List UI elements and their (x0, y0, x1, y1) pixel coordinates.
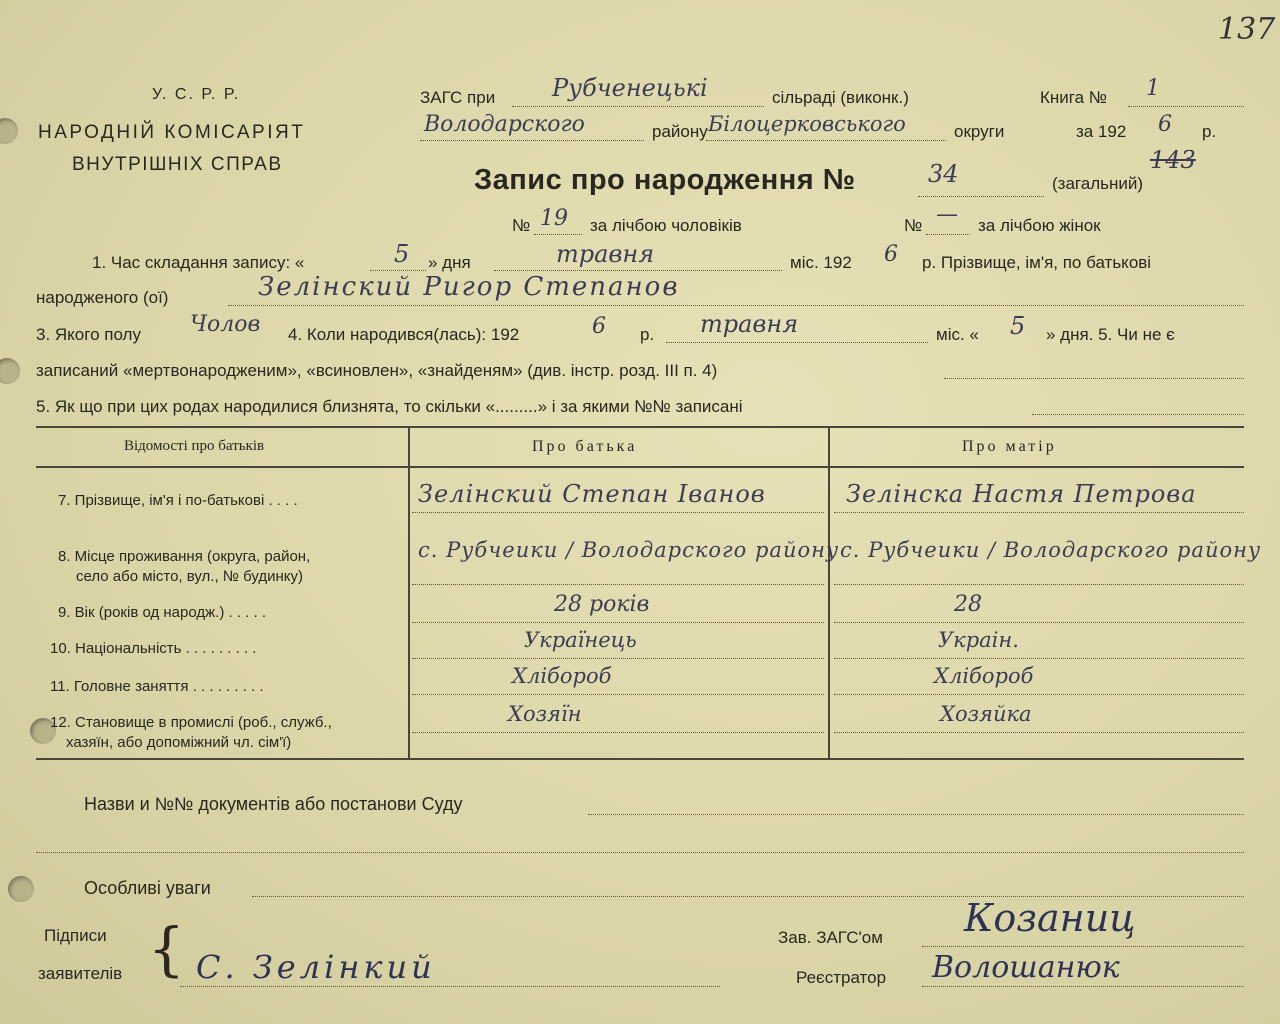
item3-sex: Чолов (190, 312, 261, 337)
zags-prefix: ЗАГС при (420, 88, 496, 107)
book-number: 1 (1146, 76, 1160, 101)
row12-line-mother (834, 732, 1244, 733)
row7-line-father (412, 512, 824, 513)
extra-number: 143 (1150, 146, 1196, 174)
binder-hole-bottom (8, 876, 34, 902)
female-count-value: — (936, 202, 958, 227)
table-header-info: Відомості про батьків (124, 438, 265, 454)
item4-month: травня (700, 310, 799, 338)
okrug-label: округи (954, 122, 1005, 141)
table-top-rule (36, 426, 1244, 428)
record-general-label: (загальний) (1052, 174, 1144, 193)
row7-line-mother (834, 512, 1244, 513)
signatures-label-1: Підписи (44, 926, 107, 945)
row12-label-1: 12. Становище в промислі (роб., служб., (50, 714, 332, 731)
row11-label: 11. Головне заняття . . . . . . . . . (50, 678, 264, 695)
table-col-divider-1 (408, 426, 410, 758)
female-count-label: за лічбою жінок (978, 216, 1101, 235)
binder-hole-middle (0, 358, 20, 384)
row11-mother: Хлібороб (934, 664, 1034, 688)
row11-father: Хлібороб (512, 664, 612, 688)
ussr-label: У. С. Р. Р. (152, 86, 241, 103)
female-count-line (926, 234, 970, 235)
item1-day-suffix: » дня (428, 253, 471, 272)
table-header-mother: Про матір (962, 438, 1057, 455)
applicant-sig-line (180, 986, 720, 987)
item1-month: травня (556, 240, 655, 268)
row10-line-mother (834, 658, 1244, 659)
row11-line-father (412, 694, 824, 695)
male-count-line (534, 234, 582, 235)
row7-mother: Зелінска Настя Петрова (846, 480, 1197, 508)
head-sig-line (922, 946, 1244, 947)
row9-line-father (412, 622, 824, 623)
item3-label: 3. Якого полу (36, 325, 141, 344)
item2-name-line (228, 305, 1244, 306)
row7-father: Зелінский Степан Іванов (418, 480, 766, 508)
male-count-label: за лічбою чоловіків (590, 216, 742, 235)
row8-label-2: село або місто, вул., № будинку) (76, 568, 303, 585)
record-number: 34 (928, 160, 959, 188)
commissariat-line1: НАРОДНІЙ КОМІСАРІЯТ (38, 122, 306, 143)
row8-line-mother (834, 584, 1244, 585)
item4-year-suffix: р. (640, 325, 655, 344)
documents-line-2 (36, 852, 1244, 853)
commissariat-line2: ВНУТРІШНІХ СПРАВ (72, 154, 283, 175)
item1-year-label: міс. 192 (790, 253, 852, 272)
male-count-prefix: № (512, 216, 531, 235)
row9-line-mother (834, 622, 1244, 623)
notes-label: Особливі уваги (84, 878, 211, 898)
okrug-value: Білоцерковського (708, 112, 906, 136)
row8-father: с. Рубчеики / Володарского району (418, 538, 840, 562)
item4-month-line (666, 342, 928, 343)
district-line (420, 140, 644, 141)
item4-day: 5 (1010, 312, 1026, 340)
signatures-brace: { (148, 915, 185, 983)
item4-month-label: міс. « (936, 325, 979, 344)
row12-line-father (412, 732, 824, 733)
corner-number: 137 (1218, 12, 1276, 47)
row12-mother: Хозяйка (940, 702, 1032, 726)
row10-mother: Украін. (938, 628, 1019, 652)
registrar-sig-line (922, 986, 1244, 987)
item1-year: 6 (884, 242, 898, 267)
documents-line (588, 814, 1244, 815)
item-twins: 5. Як що при цих родах народилися близнята, то скільки «.........» і за якими №№ записані (36, 397, 743, 416)
year-value: 6 (1158, 112, 1172, 137)
item4-label: 4. Коли народився(лась): 192 (288, 325, 520, 344)
year-prefix: за 192 (1076, 122, 1127, 141)
item-stillborn: записаний «мертвонародженим», «всиновлен», «знайденям» (див. інстр. розд. III п. 4) (36, 361, 718, 380)
row8-label-1: 8. Місце проживання (округа, район, (58, 548, 311, 565)
row9-father: 28 років (554, 592, 650, 617)
district-label: району (652, 122, 708, 141)
signatures-label-2: заявителів (38, 964, 123, 983)
item5-label: » дня. 5. Чи не є (1046, 325, 1175, 344)
female-count-prefix: № (904, 216, 923, 235)
row8-line-father (412, 584, 824, 585)
item-stillborn-line (944, 378, 1244, 379)
table-header-father: Про батька (532, 438, 638, 455)
item-twins-line (1032, 414, 1244, 415)
documents-label: Назви и №№ документів або постанови Суду (84, 794, 463, 814)
row10-label: 10. Національність . . . . . . . . . (50, 640, 257, 657)
item1-label: 1. Час складання запису: « (92, 253, 305, 272)
item1-tail: р. Прізвище, ім'я, по батькові (922, 253, 1152, 272)
book-line (1128, 106, 1244, 107)
row11-line-mother (834, 694, 1244, 695)
year-suffix: р. (1202, 122, 1217, 141)
table-col-divider-2 (828, 426, 830, 758)
row9-mother: 28 (954, 592, 982, 617)
row9-label: 9. Вік (років од народж.) . . . . . (58, 604, 266, 621)
record-title: Запис про народження № (474, 164, 856, 196)
binder-hole-top (0, 118, 18, 144)
row12-father: Хозяїн (508, 702, 582, 726)
row10-line-father (412, 658, 824, 659)
okrug-line (706, 140, 946, 141)
village-council-value: Рубченецькі (552, 74, 708, 102)
row7-label: 7. Прізвище, ім'я і по-батькові . . . . (58, 492, 298, 509)
male-count-value: 19 (540, 206, 568, 231)
registrar-signature: Волошанюк (932, 950, 1120, 985)
head-label: Зав. ЗАГС'ом (778, 928, 883, 947)
item1-day-line (370, 270, 426, 271)
head-signature: Козаниц (964, 896, 1136, 940)
registrar-label: Реєстратор (796, 968, 887, 987)
district-value: Володарского (424, 112, 585, 137)
item1-month-line (494, 270, 782, 271)
book-label: Книга № (1040, 88, 1108, 107)
village-council-line (512, 106, 764, 107)
village-council-suffix: сільраді (виконк.) (772, 88, 909, 107)
row12-label-2: хазяїн, або допоміжний чл. сім'ї) (66, 734, 292, 751)
row8-mother: с. Рубчеики / Володарского району (840, 538, 1262, 562)
item1-day: 5 (394, 240, 410, 268)
table-bottom-rule (36, 758, 1244, 760)
item2-label: народженого (ої) (36, 288, 169, 307)
table-header-rule (36, 466, 1244, 468)
applicant-signature: С. Зелінкий (196, 948, 436, 986)
row10-father: Українець (524, 628, 637, 652)
item2-name: Зелінский Ригор Степанов (258, 272, 680, 302)
item4-year: 6 (592, 314, 606, 339)
record-number-line (918, 196, 1044, 197)
